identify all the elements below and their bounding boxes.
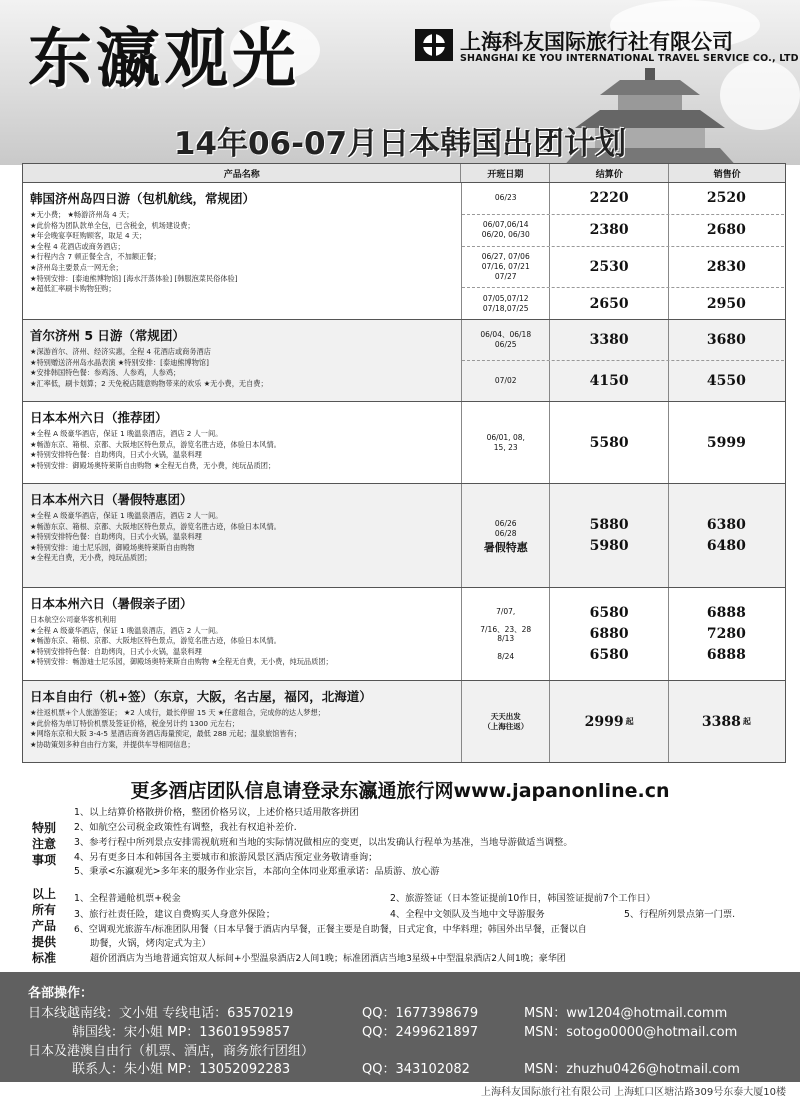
price-rows — [462, 484, 784, 587]
sale-price: 2520 — [706, 190, 746, 207]
price-rows — [462, 402, 784, 483]
price-row — [462, 320, 784, 361]
tour-bullet: ★全程 A 级豪华酒店，保证 1 晚温泉酒店，酒店 2 人一间。 — [30, 625, 223, 635]
tour-bullet: 日本航空公司豪华客机利用 — [30, 615, 117, 624]
settle-price: 2530 — [550, 247, 668, 287]
sale-price: 5999 — [706, 434, 746, 451]
notes-label: 特别 注意 事项 — [31, 821, 56, 867]
header-sale-price: 销售价 — [713, 169, 741, 180]
tour-bullet: ★济州岛主要景点一网无余； — [30, 262, 123, 272]
tour-bullet: ★协助策划多种自由行方案，并提供车导相同信息； — [30, 739, 195, 749]
tour-section-free-travel — [23, 681, 785, 762]
tour-bullet: ★特别安排：畅游迪士尼乐园，御殿场奥特莱斯自由购物 ★全程无自费，无小费，纯玩品质团； — [30, 657, 333, 667]
tour-bullet: ★深游首尔、济州、经济实惠，全程 4 花酒店或商务酒店 — [30, 347, 211, 356]
sale-price-cell — [669, 681, 784, 762]
standards-label: 以上 所有 产品 提供 标准 — [31, 887, 56, 965]
tour-bullet: ★特别安排：御殿场奥特莱斯自由购物 ★全程无自费，无小费，纯玩品质团； — [30, 460, 276, 470]
header-product: 产品名称 — [23, 164, 461, 182]
departure-dates: 06/04、06/18 06/25 — [462, 320, 550, 360]
header-dates: 开班日期 — [461, 164, 550, 182]
price-suffix: 起 — [625, 716, 634, 726]
departure-dates: 07/05,07/12 07/18,07/25 — [462, 288, 550, 319]
tour-bullet: ★特别安排特色餐：自助烤肉，日式小火锅，温泉料理 — [30, 532, 202, 542]
tour-name: 日本本州六日（暑假特惠团） — [30, 492, 193, 507]
price-row — [462, 288, 784, 319]
tour-bullet: ★畅游东京、箱根、京都、大阪地区特色景点，游览名胜古迹，体验日本风情。 — [30, 521, 281, 531]
settle-price: 4150 — [550, 361, 668, 401]
price-suffix: 起 — [742, 716, 751, 726]
tour-bullet: ★全程无自费，无小费，纯玩品质团； — [30, 553, 152, 563]
settle-price: 2650 — [550, 288, 668, 319]
tour-bullet: ★畅游东京、箱根、京都、大阪地区特色景点，游览名胜古迹，体验日本风情。 — [30, 636, 281, 646]
contact-msn: MSN：sotogo0000@hotmail.com — [524, 1025, 738, 1040]
tour-section-jeju-4day — [23, 183, 785, 320]
tour-description — [23, 320, 462, 401]
header-settle-price: 结算价 — [550, 164, 669, 182]
standard-item: 助餐，火锅，烤肉定式为主） — [90, 938, 211, 949]
contact-free-travel-person: 联系人：朱小姐 MP：13052092283 — [72, 1062, 291, 1077]
tour-name: 日本本州六日（暑假亲子团） — [30, 596, 193, 611]
price-row — [462, 247, 784, 288]
tour-bullet: ★此价格为单订特价机票及签证价格，税金另计约 1300 元左右； — [30, 718, 239, 728]
contact-japan-vietnam: 日本线越南线：文小姐 专线电话：63570219 — [28, 1006, 294, 1021]
tour-description — [23, 681, 462, 762]
tour-section-honshu-family — [23, 588, 785, 681]
sale-price: 2950 — [706, 295, 746, 312]
tour-bullet: ★超低汇率刷卡购物狂购； — [30, 284, 116, 294]
standard-item: 2、旅游签证（日本签证提前10作日，韩国签证提前7个工作日） — [390, 893, 656, 904]
price-row — [462, 402, 784, 483]
tour-bullet: ★此价格为团队款单全包，已含税金，机场建设费； — [30, 220, 195, 230]
sale-price: 2830 — [706, 258, 746, 275]
contact-qq: QQ：343102082 — [362, 1062, 470, 1077]
contact-korea: 韩国线：宋小姐 MP：13601959857 — [72, 1025, 291, 1040]
tour-bullet: ★全程 A 级豪华酒店，保证 1 晚温泉酒店，酒店 2 人一间。 — [30, 511, 223, 520]
bottom-address-bar — [0, 1082, 800, 1100]
note-item: 4、另有更多日本和韩国各主要城市和旅游风景区酒店预定业务敬请垂询； — [74, 852, 378, 863]
tour-name: 日本本州六日（推荐团） — [30, 410, 168, 425]
departure-dates: 天天出发 （上海往返） — [462, 681, 550, 762]
sale-price: 6888 7280 6888 — [706, 604, 746, 663]
contacts-title: 各部操作： — [28, 986, 94, 1001]
contact-footer — [0, 972, 800, 1082]
standard-item: 3、旅行社责任险，建议自费购买人身意外保险； — [74, 909, 276, 920]
standard-item: 5、行程所列景点第一门票. — [624, 909, 736, 920]
contact-qq: QQ：1677398679 — [362, 1006, 479, 1021]
tour-section-honshu-summer-special — [23, 484, 785, 588]
settle-price: 6580 6880 6580 — [550, 588, 668, 680]
settle-price: 2380 — [550, 215, 668, 246]
brand-title: 东瀛观光 — [28, 23, 300, 97]
promo-note: 暑假特惠 — [483, 540, 528, 554]
settle-price: 2220 — [550, 183, 668, 214]
plan-title: 14年06-07月日本韩国出团计划 — [173, 126, 627, 162]
sale-price: 2680 — [706, 222, 746, 239]
contact-msn: MSN：ww1204@hotmail.comm — [524, 1006, 728, 1021]
price-row — [462, 681, 784, 762]
tour-bullet: ★全程 A 级豪华酒店，保证 1 晚温泉酒店，酒店 2 人一间。 — [30, 429, 223, 438]
sale-price: 3388 — [701, 713, 741, 730]
standard-item: 1、全程普通舱机票+税金 — [74, 893, 181, 904]
tour-section-honshu-recommended — [23, 402, 785, 484]
tour-name: 首尔济州 5 日游（常规团） — [30, 328, 185, 343]
note-item: 1、以上结算价格散拼价格，整团价格另议，上述价格只适用散客拼团 — [74, 807, 359, 818]
standard-item: 超价团酒店为当地普通宾馆双人标间+小型温泉酒店2人间1晚；标准团酒店当地3星级+中型温泉酒店2人间1晚；豪华团 — [90, 954, 566, 964]
contact-qq: QQ：2499621897 — [362, 1025, 479, 1040]
departure-dates: 06/27, 07/06 07/16, 07/21 07/27 — [462, 247, 550, 287]
tour-name: 日本自由行（机+签）（东京，大阪，名古屋，福冈，北海道） — [30, 689, 372, 704]
tour-bullet: ★往返机票+个人旅游签证； ★2 人成行，最长停留 15 天 ★任意组合，完成你的达人梦想； — [30, 708, 325, 717]
sale-price: 4550 — [706, 373, 746, 389]
price-row — [462, 484, 784, 587]
company-name-cn: 上海科友国际旅行社有限公司 — [460, 30, 733, 54]
tour-description — [23, 183, 462, 319]
tour-bullet: ★行程内含 7 顿正餐全含，不加额正餐； — [30, 252, 161, 262]
settle-price: 2999 — [584, 713, 624, 730]
standard-item: 6、空调观光旅游车/标准团队用餐（日本早餐于酒店内早餐，正餐主要是自助餐，日式定食，中华料理；韩国外出早餐，正餐以自 — [74, 925, 587, 935]
tour-bullet: ★特别赠送济州岛水晶表演 ★特别安排：[泰迪熊博物馆] — [30, 357, 209, 367]
tour-bullet: ★特别安排特色餐：自助烤肉，日式小火锅，温泉料理 — [30, 646, 202, 656]
price-rows — [462, 183, 784, 319]
tour-description — [23, 484, 462, 587]
company-name-en: SHANGHAI KE YOU INTERNATIONAL TRAVEL SERVICE CO., LTD — [460, 53, 799, 64]
contact-free-travel: 日本及港澳自由行（机票、酒店，商务旅行团组） — [28, 1044, 315, 1059]
price-row — [462, 215, 784, 247]
departure-dates: 06/26 06/28 — [494, 518, 517, 538]
price-rows — [462, 320, 784, 401]
tour-bullet: ★畅游东京、箱根、京都、大阪地区特色景点，游览名胜古迹，体验日本风情。 — [30, 439, 281, 449]
departure-dates: 06/01, 08, 15, 23 — [462, 402, 550, 483]
company-address: 上海科友国际旅行社有限公司 上海虹口区塘沽路309号东泰大厦10楼 — [481, 1087, 786, 1098]
departure-dates: 06/07,06/14 06/20, 06/30 — [462, 215, 550, 246]
contact-msn: MSN：zhuzhu0426@hotmail.com — [524, 1062, 740, 1077]
tour-bullet: ★年会晚宴享旺购顾客，取足 4 天； — [30, 231, 147, 241]
settle-price: 5580 — [550, 402, 668, 483]
price-rows — [462, 588, 784, 680]
tour-table — [22, 163, 786, 763]
price-row — [462, 183, 784, 215]
departure-dates: 7/07, 7/16、23、28 8/13 8/24 — [462, 588, 550, 680]
tour-bullet: ★汇率低，刷卡划算；2 天免税店随意购物带来的欢乐 ★无小费，无自费； — [30, 378, 268, 388]
departure-dates: 07/02 — [462, 361, 550, 401]
standard-item: 4、全程中文领队及当地中文导游服务 — [390, 909, 545, 920]
tour-bullet: ★安排韩国特色餐：参鸡汤、人参鸡，人参鸡； — [30, 368, 181, 378]
company-logo-icon — [414, 28, 454, 62]
tour-description — [23, 402, 462, 483]
tour-bullet: ★网络东京和大阪 3-4-5 星酒店商务酒店海量预定，最低 288 元起；温泉旅馆皆有； — [30, 729, 302, 739]
note-item: 5、秉承<东瀛观光>多年来的服务作业宗旨，本部向全体同业郑重承诺：品质游、放心游 — [74, 866, 440, 877]
tour-name: 韩国济州岛四日游（包机航线，常规团） — [30, 191, 256, 206]
tour-bullet: ★特别安排特色餐：自助烤肉，日式小火锅，温泉料理 — [30, 450, 202, 460]
tour-bullet: ★无小费； ★畅游济州岛 4 天； — [30, 210, 134, 219]
price-row — [462, 361, 784, 401]
special-notes — [30, 804, 790, 880]
header-banner — [0, 0, 800, 165]
note-item: 3、参考行程中所列景点安排需视航班和当地的实际情况做相应的变更，以出发确认行程单为基准，当地导游做适当调整。 — [74, 837, 573, 848]
sale-price: 3680 — [706, 332, 746, 348]
price-row — [462, 588, 784, 680]
departure-dates: 06/23 — [462, 183, 550, 214]
sale-price: 6380 6480 — [706, 516, 746, 554]
settle-price: 5880 5980 — [550, 484, 668, 587]
table-header — [23, 164, 785, 183]
tour-bullet: ★特别安排：[泰迪熊博物馆] [海水汗蒸体验] [韩服泡菜民俗体验] — [30, 273, 238, 283]
departure-dates-cell — [462, 484, 550, 587]
note-item: 2、如航空公司税金政策性有调整，我社有权追补差价. — [74, 822, 297, 833]
tour-bullet: ★特别安排：迪士尼乐园，御殿场奥特莱斯自由购物 — [30, 542, 195, 552]
price-rows — [462, 681, 784, 762]
service-standards — [30, 886, 790, 970]
settle-price-cell — [550, 681, 668, 762]
website-link[interactable]: 更多酒店团队信息请登录东瀛通旅行网www.japanonline.cn — [130, 780, 670, 802]
tour-section-seoul-jeju-5day — [23, 320, 785, 402]
tour-description — [23, 588, 462, 680]
settle-price: 3380 — [550, 320, 668, 360]
tour-bullet: ★全程 4 花酒店或商务酒店； — [30, 241, 125, 251]
